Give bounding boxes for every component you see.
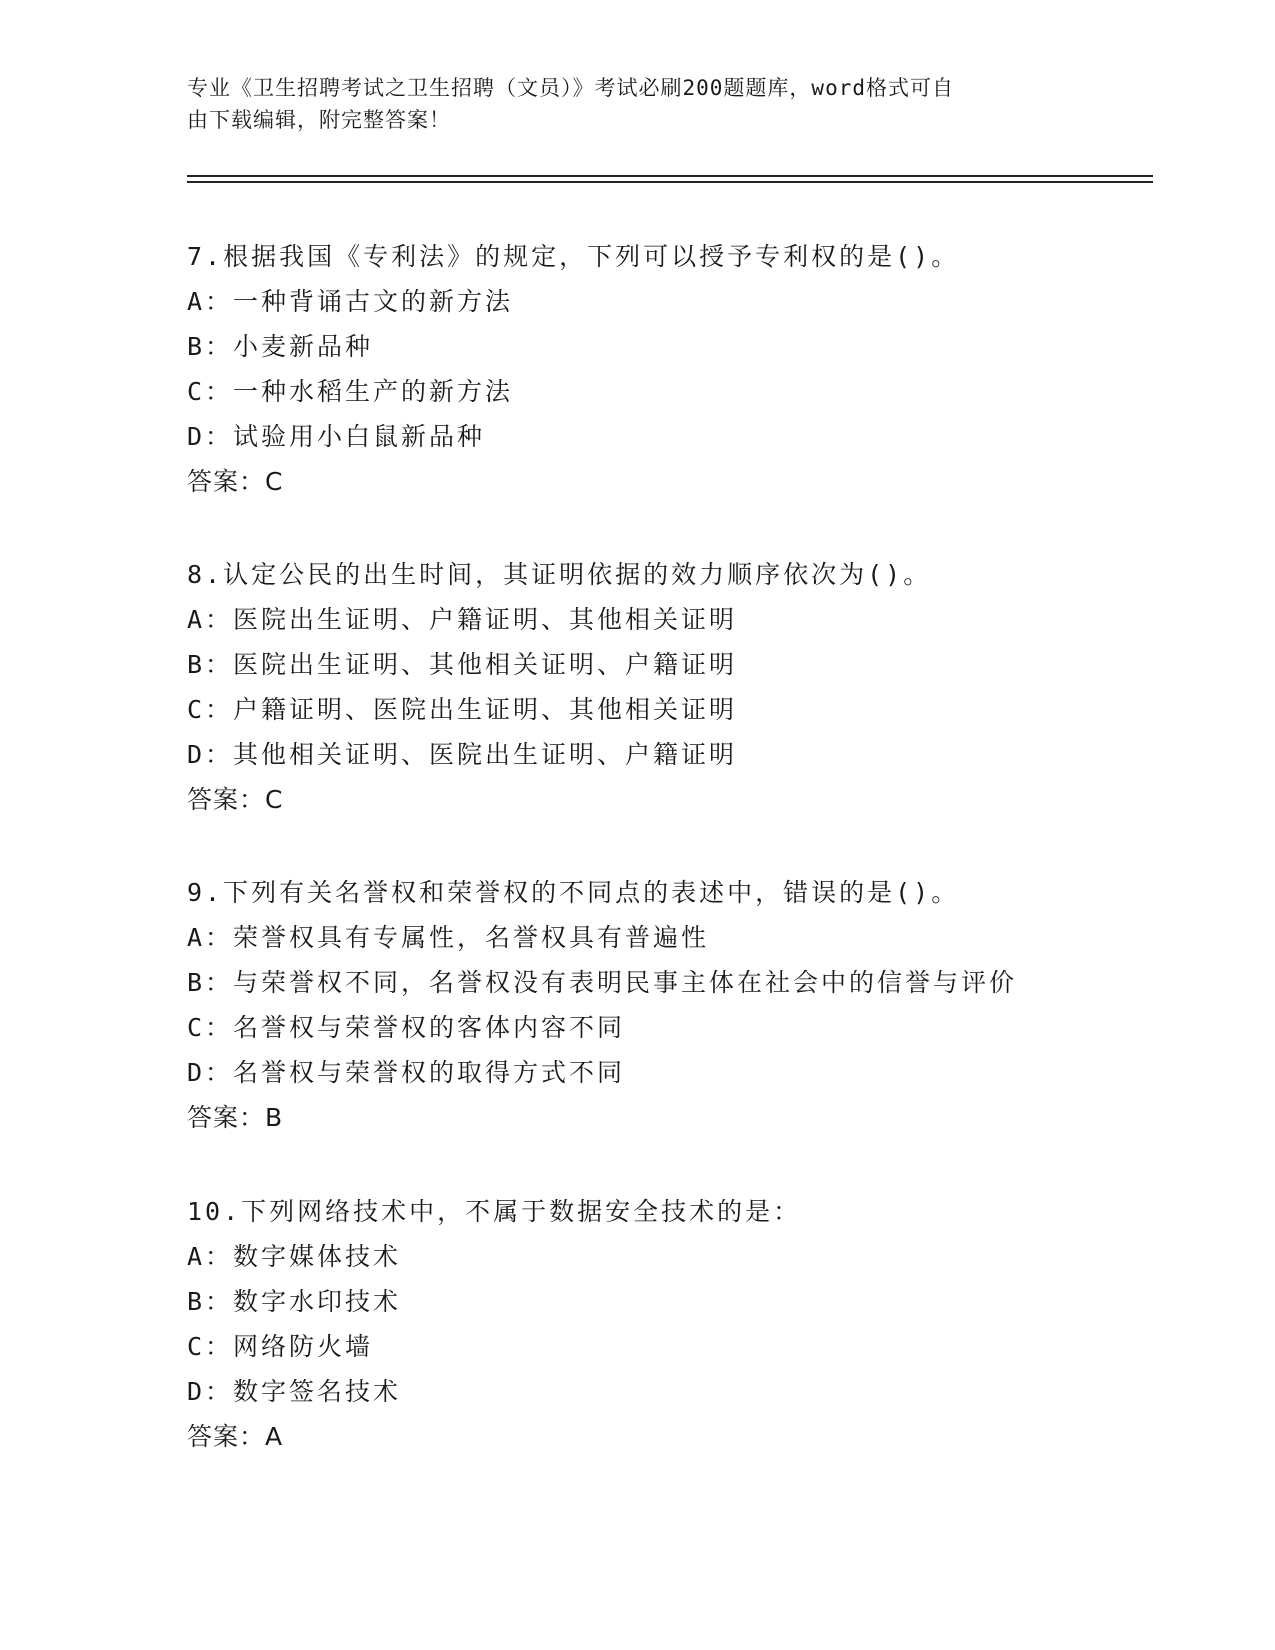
option-b: B：小麦新品种 [187,332,374,361]
option-b: B：与荣誉权不同，名誉权没有表明民事主体在社会中的信誉与评价 [187,968,1018,997]
question-stem: 7.根据我国《专利法》的规定，下列可以授予专利权的是()。 [187,242,960,271]
option-b: B：医院出生证明、其他相关证明、户籍证明 [187,650,738,679]
answer: 答案：C [187,785,284,814]
question-stem: 8.认定公民的出生时间，其证明依据的效力顺序依次为()。 [187,560,932,589]
option-a: A：医院出生证明、户籍证明、其他相关证明 [187,605,738,634]
option-c: C：户籍证明、医院出生证明、其他相关证明 [187,695,738,724]
header-line-2: 由下载编辑，附完整答案！ [187,108,451,132]
option-c: C：名誉权与荣誉权的客体内容不同 [187,1013,626,1042]
answer: 答案：B [187,1103,284,1132]
option-a: A：荣誉权具有专属性，名誉权具有普遍性 [187,923,710,952]
question-9 [187,870,1147,1140]
question-stem: 9.下列有关名誉权和荣誉权的不同点的表述中，错误的是()。 [187,878,960,907]
answer: 答案：C [187,467,284,496]
option-b: B：数字水印技术 [187,1287,402,1316]
option-a: A：一种背诵古文的新方法 [187,287,514,316]
header-divider-bottom [187,181,1153,183]
option-d: D：其他相关证明、医院出生证明、户籍证明 [187,740,738,769]
question-8 [187,552,1147,822]
question-stem: 10.下列网络技术中，不属于数据安全技术的是： [187,1197,802,1226]
option-c: C：一种水稻生产的新方法 [187,377,514,406]
header-divider-top [187,175,1153,177]
question-7 [187,234,1147,504]
answer: 答案：A [187,1422,284,1451]
option-c: C：网络防火墙 [187,1332,374,1361]
question-10 [187,1189,1147,1459]
option-d: D：名誉权与荣誉权的取得方式不同 [187,1058,626,1087]
option-d: D：数字签名技术 [187,1377,402,1406]
option-a: A：数字媒体技术 [187,1242,402,1271]
header-line-1: 专业《卫生招聘考试之卫生招聘（文员）》考试必刷200题题库，word格式可自 [187,76,954,100]
document-header [187,72,1067,136]
option-d: D：试验用小白鼠新品种 [187,422,486,451]
